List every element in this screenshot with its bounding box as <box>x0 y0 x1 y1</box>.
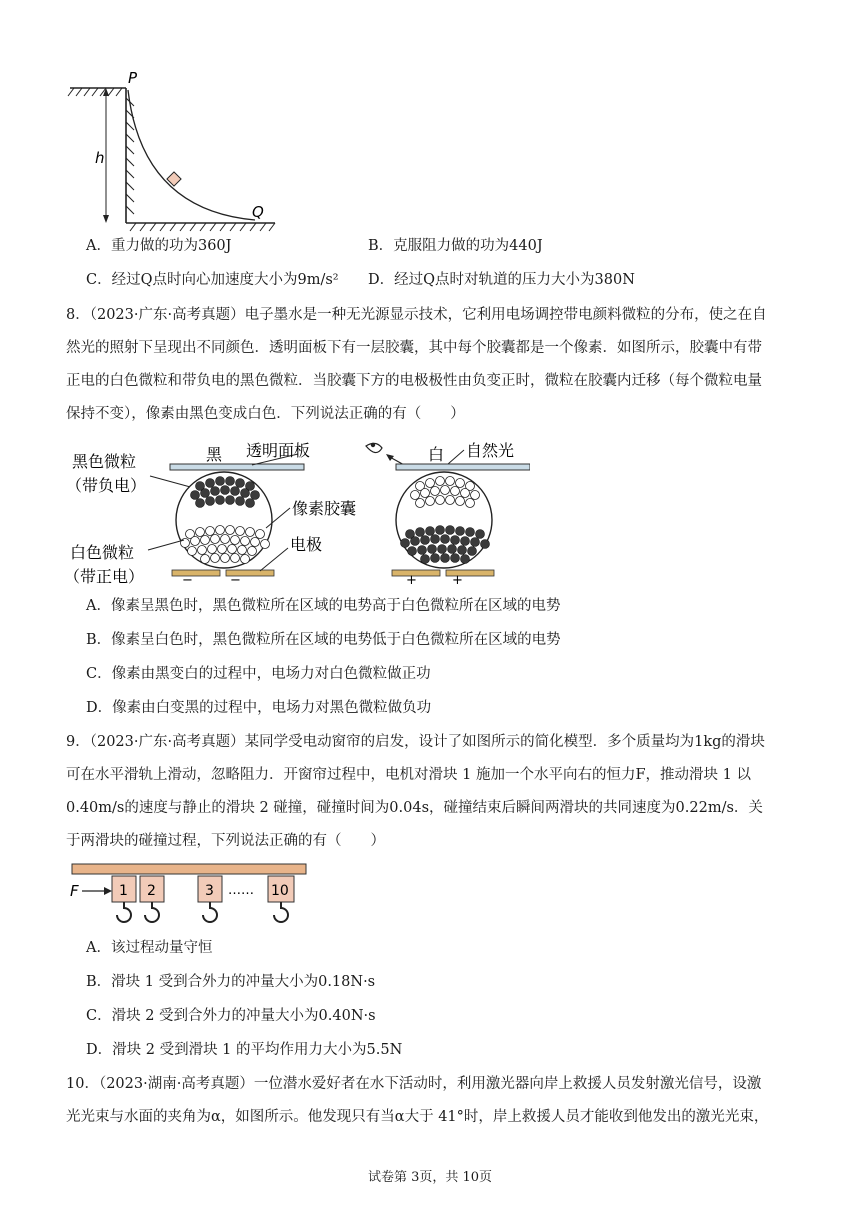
label-force: F <box>70 882 79 900</box>
q9-stem-line1: 9．（2023·广东·高考真题）某同学受电动窗帘的启发，设计了如图所示的简化模型．多个质量均为1kg的滑块 <box>66 734 765 750</box>
hook-icons <box>117 902 288 922</box>
q7-option-c: C．经过Q点时向心加速度大小为9m/s² <box>86 272 339 288</box>
label-q: Q <box>252 203 264 221</box>
q8-stem-line3: 正电的白色微粒和带负电的黑色微粒．当胶囊下方的电极极性由负变正时，微粒在胶囊内迁移（每个微粒电量 <box>66 373 762 389</box>
label-white-top: 白 <box>428 445 445 464</box>
right-transparent-panel <box>396 464 530 470</box>
slider-block-10-label: 10 <box>271 883 289 899</box>
q8-option-d: D．像素由白变黑的过程中，电场力对黑色微粒做负功 <box>86 700 432 716</box>
q9-stem-line3: 0.40m/s的速度与静止的滑块 2 碰撞，碰撞时间为0.04s，碰撞结束后瞬间两滑块的共同速度为0.22m/s．关 <box>66 800 763 816</box>
page-footer: 试卷第 3页，共 10页 <box>367 1170 493 1185</box>
right-electrode-sign-2: + <box>452 573 463 588</box>
slider-block-2-label: 2 <box>147 883 156 899</box>
q10-stem-line1: 10．（2023·湖南·高考真题）一位潜水爱好者在水下活动时，利用激光器向岸上救援人员发射激光信号，设激 <box>66 1076 762 1092</box>
label-pixel-capsule: 像素胶囊 <box>292 499 357 518</box>
q8-stem-line2: 然光的照射下呈现出不同颜色．透明面板下有一层胶囊，其中每个胶囊都是一个像素．如图所示，胶囊中有带 <box>66 340 762 356</box>
slider-block-1-label: 1 <box>119 883 128 899</box>
q9-option-a: A．该过程动量守恒 <box>86 940 213 956</box>
label-h: h <box>95 149 105 167</box>
slider-block-3-label: 3 <box>205 883 214 899</box>
track-figure <box>60 60 300 240</box>
label-positive-charge: （带正电） <box>64 567 145 586</box>
eink-figure <box>60 436 530 588</box>
curtain-sliders-figure <box>60 860 320 932</box>
ellipsis-dots: …… <box>228 883 254 898</box>
label-electrode: 电极 <box>290 535 323 554</box>
left-electrode-1 <box>172 570 220 576</box>
label-negative-charge: （带负电） <box>66 476 147 495</box>
q9-stem-line4: 于两滑块的碰撞过程，下列说法正确的有（ ） <box>66 833 385 849</box>
left-electrode-sign-1: − <box>182 573 193 588</box>
q8-stem-line1: 8．（2023·广东·高考真题）电子墨水是一种无光源显示技术，它利用电场调控带电颜料微粒的分布，使之在自 <box>66 307 767 323</box>
q9-option-d: D．滑块 2 受到滑块 1 的平均作用力大小为5.5N <box>86 1042 403 1058</box>
label-p: P <box>128 69 138 87</box>
label-black-particle: 黑色微粒 <box>72 452 137 471</box>
label-natural-light: 自然光 <box>466 441 515 460</box>
left-electrode-sign-2: − <box>230 573 241 588</box>
force-arrow-icon <box>104 887 112 895</box>
q9-option-c: C．滑块 2 受到合外力的冲量大小为0.40N·s <box>86 1008 376 1024</box>
q7-option-b: B．克服阻力做的功为440J <box>368 238 543 254</box>
q9-stem-line2: 可在水平滑轨上滑动，忽略阻力．开窗帘过程中，电机对滑块 1 施加一个水平向右的恒力F，推动滑块 1 以 <box>66 767 751 783</box>
q8-option-c: C．像素由黑变白的过程中，电场力对白色微粒做正功 <box>86 666 431 682</box>
curved-track <box>128 90 255 220</box>
q7-option-d: D．经过Q点时对轨道的压力大小为380N <box>368 272 635 288</box>
q9-option-b: B．滑块 1 受到合外力的冲量大小为0.18N·s <box>86 974 376 990</box>
right-electrode-sign-1: + <box>406 573 417 588</box>
label-white-particle: 白色微粒 <box>70 543 135 562</box>
left-transparent-panel <box>170 464 304 470</box>
label-black-top: 黑 <box>206 445 223 464</box>
q8-option-a: A．像素呈黑色时，黑色微粒所在区域的电势高于白色微粒所在区域的电势 <box>86 598 561 614</box>
label-transparent-panel: 透明面板 <box>246 441 311 460</box>
q8-stem-line4: 保持不变），像素由黑色变成白色．下列说法正确的有（ ） <box>66 406 465 422</box>
q10-stem-line2: 光光束与水面的夹角为α，如图所示。他发现只有当α大于 41°时，岸上救援人员才能收到他发出的激光光束， <box>66 1109 769 1125</box>
horizontal-rail <box>72 864 306 874</box>
q7-option-a: A．重力做的功为360J <box>86 238 232 254</box>
q8-option-b: B．像素呈白色时，黑色微粒所在区域的电势低于白色微粒所在区域的电势 <box>86 632 561 648</box>
